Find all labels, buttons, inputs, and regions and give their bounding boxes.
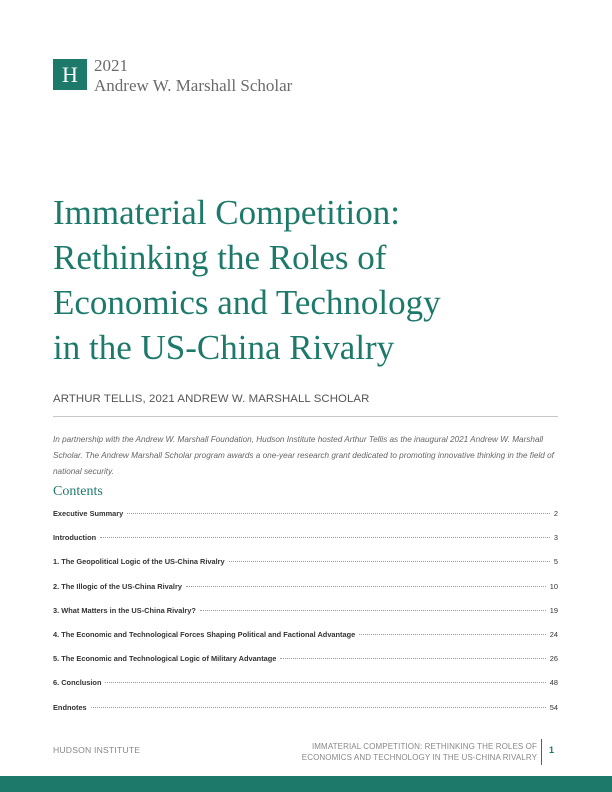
toc-entry-section-1[interactable]: [53, 557, 558, 581]
toc-entry-section-2[interactable]: [53, 582, 558, 606]
toc-page-number: 48: [549, 678, 558, 688]
footer-title-line: IMMATERIAL COMPETITION: RETHINKING THE ROLES OF: [311, 742, 537, 751]
toc-label: 4. The Economic and Technological Forces Shaping Political and Factional Advantage: [53, 629, 356, 639]
toc-page-number: 3: [553, 533, 558, 543]
contents-heading: Contents: [53, 484, 103, 499]
toc-leader: [105, 682, 545, 683]
footer-running-title: [302, 741, 537, 763]
toc-label: 5. The Economic and Technological Logic of Military Advantage: [53, 654, 277, 664]
toc-label: Executive Summary: [53, 509, 124, 518]
table-of-contents: [53, 509, 558, 727]
toc-page-number: 54: [549, 702, 558, 712]
toc-leader: [200, 610, 546, 611]
author-line: ARTHUR TELLIS, 2021 ANDREW W. MARSHALL SCHOLAR: [53, 393, 370, 405]
title-line: Immaterial Competition:: [53, 193, 401, 232]
title-line: Economics and Technology: [53, 283, 441, 322]
toc-page-number: 2: [553, 509, 558, 518]
toc-entry-executive-summary[interactable]: [53, 509, 558, 533]
toc-entry-section-4[interactable]: [53, 630, 558, 654]
toc-page-number: 5: [553, 557, 558, 567]
divider: [53, 416, 558, 417]
intro-paragraph: In partnership with the Andrew W. Marshall Foundation, Hudson Institute hosted Arthur Tellis as the inaugural 2021 Andrew W. Marshall Scholar. The Andrew Marshall Scholar program awards a one-year research grant dedicated to promoting innovative thinking in the field of national security.: [53, 435, 554, 476]
page-number: 1: [549, 745, 555, 755]
logo-letter: H: [62, 61, 78, 87]
toc-label: 3. What Matters in the US-China Rivalry?: [53, 605, 196, 615]
toc-label: Endnotes: [53, 702, 87, 712]
scholar-year: 2021: [94, 56, 128, 75]
toc-leader: [229, 561, 550, 562]
toc-leader: [127, 513, 550, 514]
toc-page-number: 24: [549, 629, 558, 639]
toc-leader: [100, 537, 550, 538]
toc-leader: [186, 586, 546, 587]
toc-entry-introduction[interactable]: [53, 533, 558, 557]
toc-entry-section-5[interactable]: [53, 654, 558, 678]
toc-page-number: 19: [549, 605, 558, 615]
toc-page-number: 26: [549, 654, 558, 664]
title-line: Rethinking the Roles of: [53, 238, 387, 277]
document-title: [53, 190, 573, 370]
toc-entry-endnotes[interactable]: [53, 703, 558, 727]
footer-organization: HUDSON INSTITUTE: [53, 745, 141, 755]
toc-label: 6. Conclusion: [53, 678, 102, 688]
toc-entry-section-3[interactable]: [53, 606, 558, 630]
scholar-program-name: Andrew W. Marshall Scholar: [94, 76, 293, 95]
title-line: in the US-China Rivalry: [53, 328, 395, 367]
toc-page-number: 10: [549, 581, 558, 591]
footer-divider: [541, 739, 542, 765]
bottom-accent-bar: [0, 776, 612, 792]
toc-entry-section-6[interactable]: [53, 678, 558, 702]
toc-label: Introduction: [53, 533, 97, 543]
hudson-logo: [53, 59, 87, 90]
footer-title-line: ECONOMICS AND TECHNOLOGY IN THE US-CHINA RIVALRY: [301, 753, 537, 762]
toc-label: 2. The Illogic of the US-China Rivalry: [53, 581, 182, 591]
toc-leader: [280, 658, 545, 659]
toc-label: 1. The Geopolitical Logic of the US-China Rivalry: [53, 557, 225, 567]
toc-leader: [359, 634, 546, 635]
toc-leader: [91, 707, 546, 708]
